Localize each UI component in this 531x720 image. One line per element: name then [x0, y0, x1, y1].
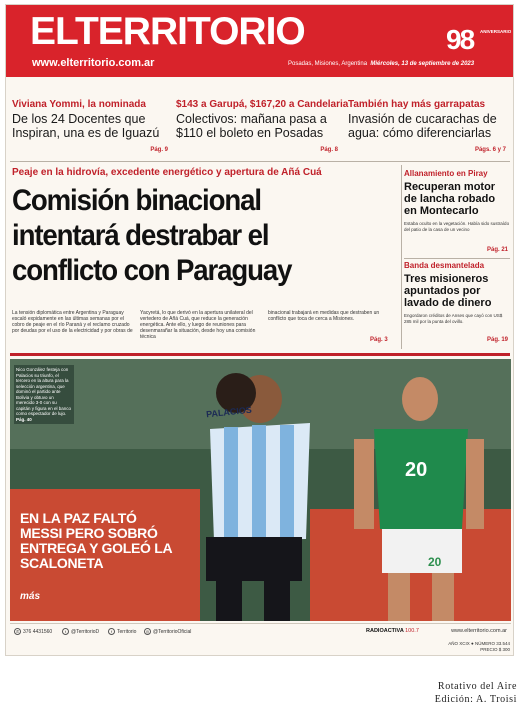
footer-phone[interactable]: ✆ 376 4431560 [15, 628, 53, 635]
section-logo: más [20, 591, 41, 602]
photo-caption: Nico González festeja con Palacios su triunfo, el tercero en la altura para la selección argentina, que dominó el partido ante Bolivia y obtuvo un merecido 3-0 con su capitán y figura en el banco como espectador de lujo. Pág. 40 [14, 365, 74, 424]
credits-line: Rotativo del Aire [437, 681, 517, 692]
anniversary-badge: 98 ANIVERSARIO [446, 24, 512, 55]
credits-line: Edición: A. Troisi [434, 694, 517, 705]
sidebar-story-motor[interactable]: Allanamiento en Piray Recuperan motor de lancha robado en Montecarlo Estaba oculto en la vegetación. Había sido sustraído del patio de la casa de un vecino Pág. 21 [404, 169, 510, 253]
footer-radio[interactable]: RADIOACTIVA 100.7 [366, 628, 419, 634]
newspaper-front-page [5, 4, 514, 656]
facebook-icon: f [108, 628, 115, 635]
shorts-number: 20 [428, 555, 442, 569]
whatsapp-icon: ✆ [15, 629, 20, 634]
footer-bar [10, 623, 511, 639]
photo-illustration [10, 359, 511, 621]
teaser-colectivos[interactable]: $143 a Garupá, $167,20 a Candelaria Colectivos: mañana pasa a $110 el boleto en Posadas Pág. 8 [176, 99, 349, 153]
main-story-body: binacional trabajará en medidas que destraben un conflicto que toca de cerca a Misiones. [268, 310, 380, 322]
main-story-headline[interactable]: Comisión binacional intentará destrabar el conflicto con Paraguay [12, 184, 292, 287]
newspaper-logo[interactable]: ELTERRITORIO [30, 10, 305, 53]
divider [404, 258, 510, 259]
photo-headline[interactable]: EN LA PAZ FALTÓ MESSI PERO SOBRÓ ENTREGA Y GOLEÓ LA SCALONETA [20, 510, 172, 571]
teaser-row [6, 99, 514, 157]
lead-photo[interactable] [10, 359, 511, 621]
masthead [6, 5, 514, 77]
masthead-url[interactable]: www.elterritorio.com.ar [32, 57, 155, 69]
credits [435, 680, 517, 706]
footer-url[interactable]: www.elterritorio.com.ar [451, 628, 507, 634]
section-rule [10, 353, 510, 356]
sidebar-story-lavado[interactable]: Banda desmantelada Tres misioneros apuntados por lavado de dinero Engordaron créditos de Anses que cayó con US$ 285 mil por la punta del ovillo. Pág. 19 [404, 261, 508, 343]
divider [401, 165, 402, 349]
teaser-docentes[interactable]: Viviana Yommi, la nominada De los 24 Docentes que Inspiran, una es de Iguazú Pág. 9 [12, 99, 168, 153]
jersey-name: PALACIOS [205, 404, 253, 420]
footer-instagram[interactable]: ◎ @TerritorioOficial [145, 628, 192, 635]
teaser-cucarachas[interactable]: También hay más garrapatas Invasión de cucarachas de agua: cómo diferenciarlas Págs. 6 y 7 [348, 99, 506, 153]
dateline: Posadas, Misiones, Argentina Miércoles, 13 de septiembre de 2023 [288, 61, 475, 67]
divider [10, 161, 510, 162]
footer-twitter[interactable]: t @TerritorioD [62, 628, 99, 635]
issue-info: AÑO XCIX ● NÚMERO 33.544 PRECIO $ 300 [448, 641, 510, 652]
instagram-icon: ◎ [145, 629, 150, 634]
twitter-icon: t [62, 628, 69, 635]
main-story-body: La tensión diplomática entre Argentina y Paraguay escaló expidamente en las últimas semanas por el cobro de peaje en el río Paraná y el reclamo cruzado por deudas por el uso de la electricidad y por obras de [12, 310, 133, 334]
footer-facebook[interactable]: f Territorio [108, 628, 136, 635]
jersey-number: 20 [405, 459, 428, 481]
main-story-kicker: Peaje en la hidrovía, excedente energético y apertura de Añá Cuá [12, 167, 322, 178]
main-story-page: Pág. 3 [370, 337, 388, 343]
main-story-body: Yacyretá, lo que derivó en la apertura unilateral del vertedero de Añá Cuá, que reduce la generación energética. Ante ello, y luego de reuniones para desenmarañar la situación, desde hoy una comisión técnica [140, 310, 256, 340]
